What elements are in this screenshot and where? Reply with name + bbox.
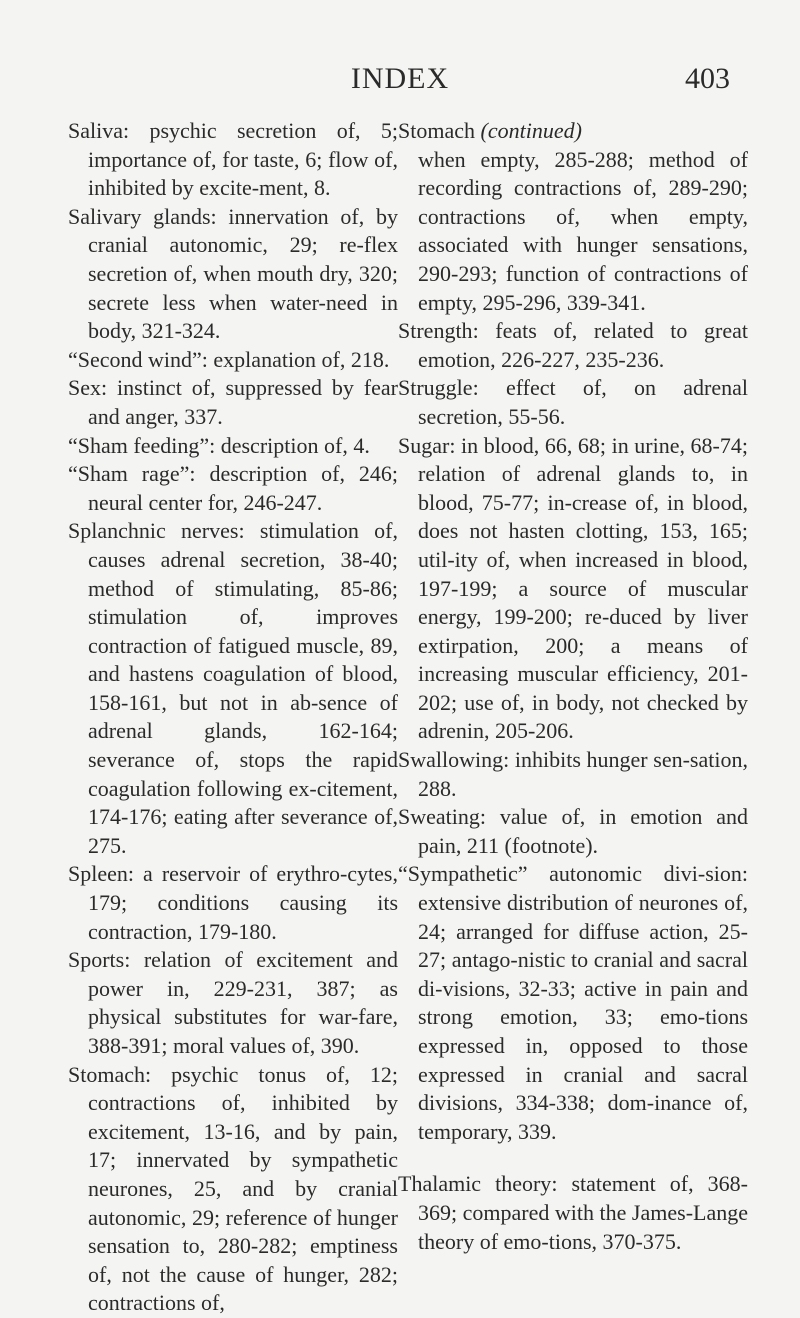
entry-head: Strength	[398, 318, 473, 344]
entry-text: explanation of, 218.	[213, 346, 390, 372]
entry-text: description of, 4.	[220, 432, 370, 458]
page-title: INDEX	[350, 62, 450, 95]
entry-text: feats of, related to great emotion, 226-227, 235-236.	[418, 318, 748, 372]
entry-text: instinct of, suppressed by fear and anger, 337.	[88, 375, 398, 429]
entry-text: relation of excitement and power in, 229-231, 387; as physical substitutes for war-fare, 388-391; moral values of, 390.	[88, 947, 398, 1058]
entry-head: Saliva	[68, 118, 123, 143]
entry-text: psychic secretion of, 5; importance of, for taste, 6; flow of, inhibited by excite-ment, 8.	[88, 118, 398, 201]
right-column	[398, 117, 748, 1256]
entry-head: Salivary glands	[68, 203, 211, 229]
entry-text: a reservoir of erythro-cytes, 179; conditions causing its contraction, 179-180.	[88, 861, 398, 944]
entry-head: Sports	[68, 947, 125, 973]
index-entry: Salivary glands: innervation of, by cranial autonomic, 29; re-flex secretion of, when mouth dry, 320; secrete less when water-need in body, 321-324.	[68, 203, 398, 344]
entry-text: when empty, 285-288; method of recording contractions of, 289-290; contractions of, when empty, associated with hunger sensations, 290-293; function of contractions of empty, 295-296, 339-341.	[418, 146, 748, 315]
index-entry: Sex: instinct of, suppressed by fear and anger, 337.	[68, 375, 398, 429]
page-number: 403	[685, 62, 730, 95]
entry-text: statement of, 368-369; compared with the James-Lange theory of emo-tions, 370-375.	[418, 1171, 748, 1254]
entry-head: Struggle	[398, 375, 473, 401]
index-entry: Spleen: a reservoir of erythro-cytes, 179; conditions causing its contraction, 179-180.	[68, 861, 398, 944]
entry-text: inhibits hunger sen-sation, 288.	[418, 747, 748, 801]
entry-head: Stomach	[68, 1061, 145, 1087]
entry-head: Sugar	[398, 432, 450, 458]
entry-head: Stomach	[398, 118, 475, 143]
entry-text: stimulation of, causes adrenal secretion, 38-40; method of stimulating, 85-86; stimulation of, improves contraction of fatigued muscle, 89, and hastens coagulation of blood, 158-161, but not in ab-sence of adrenal glands, 162-164; severance of, stops the rapid coagulation following ex-citement, 174-176; eating after severance of, 275.	[88, 518, 398, 858]
entry-head: Sex	[68, 375, 101, 401]
entry-text: extensive distribution of neurones of, 24; arranged for diffuse action, 25-27; antago-nistic to cranial and sacral di-visions, 32-33; active in pain and strong emotion, 33; emo-tions expressed in, opposed to those expressed in cranial and sacral divisions, 334-338; dom-inance of, temporary, 339.	[418, 890, 748, 1144]
index-entry: “Sham feeding”: description of, 4.	[68, 432, 370, 458]
entry-text: description of, 246; neural center for, 246-247.	[88, 461, 398, 515]
index-entry: Swallowing: inhibits hunger sen-sation, 288.	[398, 747, 748, 801]
index-entry: Splanchnic nerves: stimulation of, causes adrenal secretion, 38-40; method of stimulating, 85-86; stimulation of, improves contraction of fatigued muscle, 89, and hastens coagulation of blood, 158-161, but not in ab-sence of adrenal glands, 162-164; severance of, stops the rapid coagulation following ex-citement, 174-176; eating after severance of, 275.	[68, 518, 398, 858]
left-column	[68, 117, 398, 1318]
index-entry: Struggle: effect of, on adrenal secretion, 55-56.	[398, 375, 748, 429]
index-entry: Sweating: value of, in emotion and pain, 211 (footnote).	[398, 804, 748, 858]
entry-text: in blood, 66, 68; in urine, 68-74; relation of adrenal glands to, in blood, 75-77; in-crease of, in blood, does not hasten clotting, 153, 165; util-ity of, when increased in blood, 197-199; a source of muscular energy, 199-200; re-duced by liver extirpation, 200; a means of increasing muscular efficiency, 201-202; use of, in body, not checked by adrenin, 205-206.	[418, 432, 748, 744]
page-header	[0, 62, 800, 102]
entry-text: effect of, on adrenal secretion, 55-56.	[418, 375, 748, 429]
entry-head: Swallowing	[398, 747, 504, 773]
index-entry: Thalamic theory: statement of, 368-369; compared with the James-Lange theory of emo-tions, 370-375.	[398, 1171, 748, 1254]
index-entry: “Sympathetic” autonomic divi-sion: extensive distribution of neurones of, 24; arranged for diffuse action, 25-27; antago-nistic to cranial and sacral di-visions, 32-33; active in pain and strong emotion, 33; emo-tions expressed in, opposed to those expressed in cranial and sacral divisions, 334-338; dom-inance of, temporary, 339.	[398, 861, 748, 1144]
index-entry: Sugar: in blood, 66, 68; in urine, 68-74; relation of adrenal glands to, in blood, 75-77; in-crease of, in blood, does not hasten clotting, 153, 165; util-ity of, when increased in blood, 197-199; a source of muscular energy, 199-200; re-duced by liver extirpation, 200; a means of increasing muscular efficiency, 201-202; use of, in body, not checked by adrenin, 205-206.	[398, 432, 748, 744]
entry-text: value of, in emotion and pain, 211 (footnote).	[418, 804, 748, 858]
entry-text: innervation of, by cranial autonomic, 29; re-flex secretion of, when mouth dry, 320; secrete less when water-need in body, 321-324.	[88, 203, 398, 344]
entry-head: “Second wind”	[68, 346, 202, 372]
index-entry: Saliva: psychic secretion of, 5; importance of, for taste, 6; flow of, inhibited by excite-ment, 8.	[68, 118, 398, 201]
index-entry: Strength: feats of, related to great emotion, 226-227, 235-236.	[398, 318, 748, 372]
index-entry: “Second wind”: explanation of, 218.	[68, 346, 390, 372]
entry-head: Splanchnic nerves	[68, 518, 239, 544]
entry-text: psychic tonus of, 12; contractions of, inhibited by excitement, 13-16, and by pain, 17; innervated by sympathetic neurones, 25, and by cranial autonomic, 29; reference of hunger sensation to, 280-282; emptiness of, not the cause of hunger, 282; contractions of,	[88, 1061, 398, 1316]
continued-label: (continued)	[480, 118, 582, 143]
index-entry: “Sham rage”: description of, 246; neural center for, 246-247.	[68, 461, 398, 515]
entry-head: “Sham rage”	[68, 461, 190, 487]
entry-head: Thalamic theory	[398, 1171, 552, 1197]
entry-head: Sweating	[398, 804, 480, 830]
entry-head: “Sympathetic” autonomic divi-sion	[398, 861, 742, 887]
entry-head: “Sham feeding”	[68, 432, 210, 458]
entry-head: Spleen	[68, 861, 128, 887]
index-entry: Sports: relation of excitement and power in, 229-231, 387; as physical substitutes for war-fare, 388-391; moral values of, 390.	[68, 947, 398, 1058]
index-entry-continued	[398, 117, 748, 317]
index-entry: Stomach: psychic tonus of, 12; contractions of, inhibited by excitement, 13-16, and by pain, 17; innervated by sympathetic neurones, 25, and by cranial autonomic, 29; reference of hunger sensation to, 280-282; emptiness of, not the cause of hunger, 282; contractions of,	[68, 1061, 398, 1316]
